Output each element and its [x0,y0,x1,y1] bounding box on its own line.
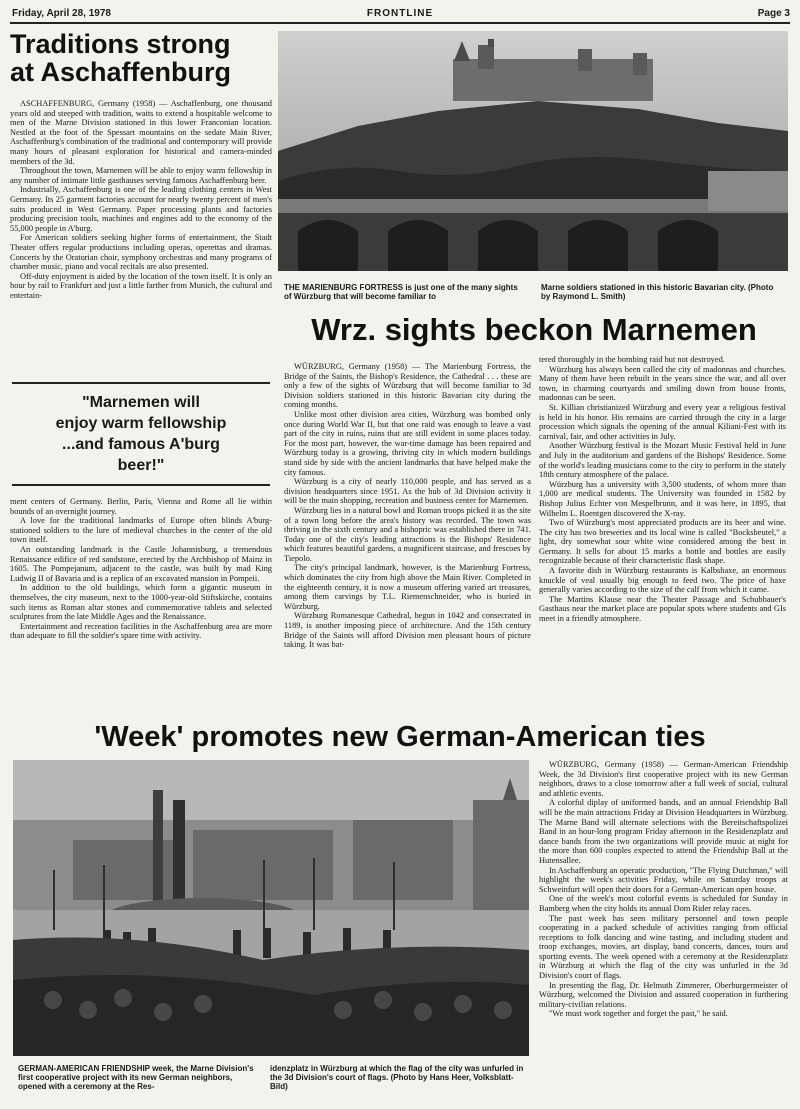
photo1-caption-left: THE MARIENBURG FORTRESS is just one of the many sights of Würzburg that will become familiar to [284,283,518,302]
photo1-caption-right: Marne soldiers stationed in this historic Bavarian city. (Photo by Raymond L. Smith) [541,283,774,302]
article3-headline: 'Week' promotes new German-American ties [94,721,706,753]
article1-body-bottom [10,497,272,727]
paragraph: Two of Würzburg's most appreciated products are its beer and wine. The city has two breweries and its local wine is called "Bocksbeutel," a light, dry somewhat sour white wine considered among the best in Germany. It sells for about 15 marks a bottle and bottles are easily recognizable because of their characteristic flask shape. [539,518,786,566]
pull-quote-line: beer!" [117,457,165,474]
issue-date: Friday, April 28, 1978 [12,8,111,19]
pull-quote-line: enjoy warm fellowship [55,415,227,432]
newspaper-name: FRONTLINE [366,8,434,19]
article1-headline-line2: at Aschaffenburg [10,57,232,88]
paragraph: The city's principal landmark, however, is the Marienburg Fortress, which dominates the city from high above the Main River. Completed in the eighteenth century, it is now a museum offering varied art treasures, among them carvings by T.L. Riemenschneider, who is buried in Würzburg. [284,563,531,611]
article2-column2 [539,355,786,734]
masthead-rule [10,22,790,24]
paragraph: ment centers of Germany. Berlin, Paris, Vienna and Rome all lie within bounds of an overnight journey. [10,497,272,516]
page-number: Page 3 [757,8,790,19]
paragraph: Another Würzburg festival is the Mozart Music Festival held in June and July in the auditorium and gardens of the Bishops' Residence. Some of the world's leading musicians come to the city to perform in the stately 18th century atmosphere of the palace. [539,441,786,480]
photo2-caption-right: idenzplatz in Würzburg at which the flag of the city was unfurled in the 3d Division's court of flags. (Photo by Hans Heer, Volksblatt-Bild) [270,1064,524,1092]
paragraph: In addition to the old buildings, which form a gigantic museum in themselves, the city museum, next to the 1000-year-old Stiftskirche, contains such items as Roman altar stones and commemorative tablets and selected sculptures from the late Middle Ages and the Renaissance. [10,583,272,622]
paragraph: WÜRZBURG, Germany (1958) — The Marienburg Fortress, the Bridge of the Saints, the Bishop's Residence, the Cathedral . . . these are only a few of the sights of Würzburg that will become familiar to 3d Division soldiers stationed in this historic Bavarian city during the coming months. [284,362,531,410]
paragraph: Würzburg Romanesque Cathedral, begun in 1042 and consecrated in 1189, is another imposing piece of architecture. And the 15th century Bridge of the Saints will afford Division men pleasant hours of picture taking. It was bat- [284,611,531,650]
paragraph: Würzburg has a university with 3,500 students, of whom more than 1,000 are medical students. The University was founded in 1582 by Bishop Julius Echter von Mespelbrunn, and it was here, in 1895, that Wilhelm L. Roentgen discovered the X-ray. [539,479,786,518]
paragraph: In Aschaffenburg an operatic production, "The Flying Dutchman," will highlight the week's activities Friday, while on Saturday troops at Schweinfurt will open their doors for a German-American open house. [539,865,788,894]
paragraph: Unlike most other division area cities, Würzburg was bombed only once during World War II, but that one raid was enough to leave a vast part of the city in ruins, ruins that are still evident in some places today. For the most part, however, the war-time damage has been repaired and Würzburg today is a growing, thriving city in which modern buildings stand side by side with the ancient landmarks that have helped make the city famous. [284,409,531,477]
paragraph: An outstanding landmark is the Castle Johannisburg, a tremendous Renaissance edifice of red sandstone, erected by the Archbishop of Mainz in 1605. The Pompejanum, adjacent to the castle, was built by mad King Ludwig II of Bavaria and is a replica of an excavated mansion in Pompeii. [10,544,272,583]
paragraph: tered thoroughly in the bombing raid but not destroyed. [539,355,725,364]
marienburg-fortress-photo [278,31,788,271]
paragraph: In presenting the flag, Dr. Helmuth Zimmerer, Oberburgermeister of Würzburg, welcomed the Division and assured cooperation in furthering military-civilian relations. [539,980,788,1009]
paragraph: A favorite dish in Würzburg restaurants is Kalbshaxe, an enormous knuckle of veal usually big enough to feed two. The price of haxe generally varies according to the size of the calf from which it came. [539,566,786,595]
article3-body [539,760,788,1100]
paragraph: A colorful diplay of uniformed bands, and an annual Friendship Ball will be the main attractions Friday at Division Headquarters in Würzburg. The Marne Band will alternate selections with the Bereitschaftspolizei Band in an hour-long program Friday afternoon in the Residenzplatz and dance bands from the two organizations will provide music at night for the more than 600 couples expected to attend the Friendship Ball at the Hutensallee. [539,798,788,865]
paragraph: The Martins Klause near the Theater Passage and Schubbauer's Gasthaus near the market place are popular spots where students and GIs meet in a friendly atmosphere. [539,594,786,624]
paragraph: ASCHAFFENBURG, Germany (1958) — Aschaffenburg, one thousand years old and steeped with tradition, waits to extend a hospitable welcome to men of the Marne Division stationed in this lower Franconian location. Nestled at the foot of the Spessart mountains on the sedate Main River, Aschaffenburg's combination of the traditional and contemporary will provide many hours of pleasant exploration for historical and camera-minded members of the 3d. [10,99,272,166]
masthead [8,6,792,20]
fortress-illustration [278,31,788,271]
photo2-caption-left: GERMAN-AMERICAN FRIENDSHIP week, the Marne Division's first cooperative project with its new German neighbors, opened with a ceremony at the Res- [18,1064,254,1092]
article1-headline [10,30,272,87]
paragraph: Würzburg is a city of nearly 110,000 people, and has served as a division headquarters since 1951. As the hub of 3d Division activity it will be the main shopping, recreation and business center for Marnemen. [284,477,531,506]
pull-quote-line: "Marnemen will [82,394,200,411]
paragraph: Industrially, Aschaffenburg is one of the leading clothing centers in West Germany. Its 25 garment factories account for nearly twenty percent of men's suits produced in West Germany. Paper processing plants and factories producing precision tools, machines and engines add to the economy of the 55,000 people in A'burg. [10,185,272,233]
paragraph: A love for the traditional landmarks of Europe often blinds A'burg-stationed soldiers to the lure of medieval churches in the center of the old town itself. [10,516,272,545]
paragraph: WÜRZBURG, Germany (1958) — German-American Friendship Week, the 3d Division's first cooperative project with its new German neighbors, draws to a close tomorrow after a full week of social, cultural and athletic events. [539,760,788,798]
article2-headline: Wrz. sights beckon Marnemen [311,312,757,347]
paragraph: Würzburg has always been called the city of madonnas and churches. Many of them have been rebuilt in the years since the war, and all over town, in charming courtyards and smiling down from house fronts, madonnas can be seen. [539,364,786,403]
paragraph: "We must work together and forget the past," he said. [549,1009,728,1019]
paragraph: Throughout the town, Marnemen will be able to enjoy warm fellowship in any number of intimate little gasthauses serving famous Aschaffenburg beer. [10,166,272,185]
article1-headline-line1: Traditions strong [10,29,231,59]
paragraph: Würzburg lies in a natural bowl and Roman troops picked it as the site of a town long before the area's history was recorded. The town was thriving in the sixth century and a bishopric was established there in 741. Today one of the city's leading attractions is the Bishops' Residence which features beautiful gardens, a magnificent staircase, and frescoes by Tiepolo. [284,505,531,563]
paragraph: One of the week's most colorful events is scheduled for Sunday in Bamberg when the city holds its annual Dom Rider relay races. [539,894,788,913]
paragraph: Off-duty enjoyment is aided by the location of the town itself. It is only an hour by rail to Frankfurt and just a little farther from Munich, the cultural and entertain- [10,271,272,300]
pull-quote-line: ...and famous A'burg [62,436,220,453]
paragraph: St. Killian christianized Würzburg and every year a religious festival is held in his honor. His remains are carried through the city in a large procession which signals the opening of the annual Kiliani-Fest with its carnival, fair, and other activities in July. [539,402,786,441]
paragraph: Entertainment and recreation facilities in the Aschaffenburg area are more than adequate to fill the soldier's spare time with activity. [10,621,272,641]
paragraph: The past week has seen military personnel and town people cooperating in a packed schedule of activities ranging from official receptions to folk dancing and wine tasting, and including student and troop exchanges, movies, art display, band concerts, dances, tours and sporting events. The week opened with a ceremony at the Residenzplatz in Würzburg at which the flag of the city was unfurled in the 3d Division's court of flags. [539,913,788,981]
paragraph: For American soldiers seeking higher forms of entertainment, the Stadt Theater offers regular productions including operas, operettas and dramas. Concerts by the Oratorian choir, symphony orchestras and many programs of chamber music, piano and vocal recitals are also presented. [10,233,272,272]
